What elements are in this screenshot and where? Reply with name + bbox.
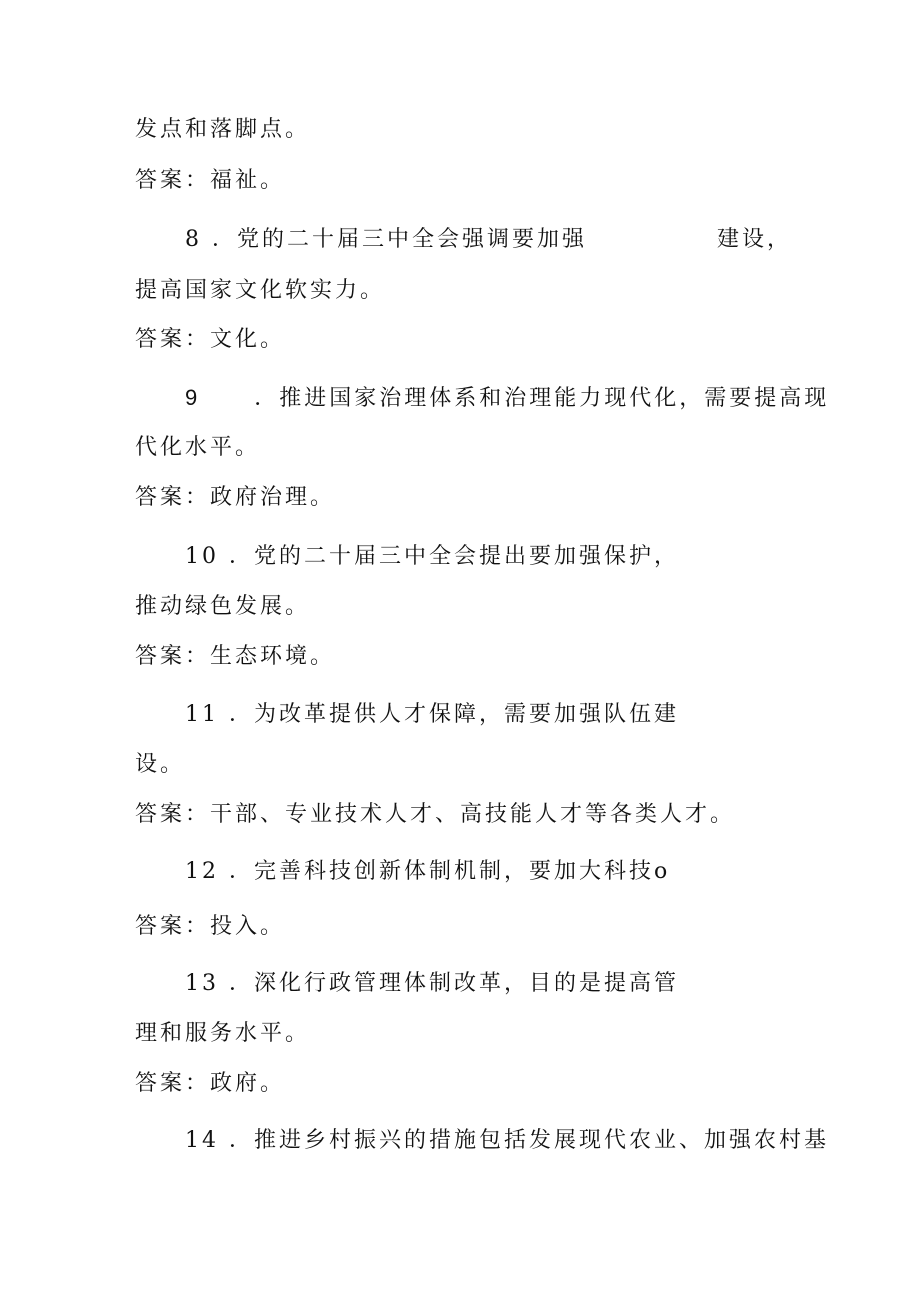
question-9-text: ．推进国家治理体系和治理能力现代化，需要提高现: [254, 386, 830, 411]
question-8-text: 8 ．党的二十届三中全会强调要加强: [185, 227, 587, 252]
answer-8: 答案：文化。: [135, 327, 286, 352]
question-11: 11 ．为改革提供人才保障，需要加强队伍建: [185, 702, 679, 727]
answer-12: 答案：投入。: [135, 914, 286, 939]
question-13-continued: 理和服务水平。: [135, 1021, 311, 1046]
question-10: 10 ．党的二十届三中全会提出要加强保护，: [185, 544, 679, 569]
answer-11: 答案：干部、专业技术人才、高技能人才等各类人才。: [135, 802, 736, 827]
question-8-tail: 建设，: [717, 227, 793, 252]
answer-10: 答案：生态环境。: [135, 644, 336, 669]
question-9-number: 9: [185, 385, 199, 410]
answer-7: 答案：福祉。: [135, 168, 286, 193]
answer-9: 答案：政府治理。: [135, 485, 336, 510]
question-9: [185, 383, 829, 414]
question-8: [185, 225, 792, 255]
answer-13: 答案：政府。: [135, 1071, 286, 1096]
text-line-1: 发点和落脚点。: [135, 117, 311, 142]
question-9-continued: 代化水平。: [135, 435, 261, 460]
question-12: 12 ．完善科技创新体制机制，要加大科技o: [185, 859, 671, 884]
question-11-continued: 设。: [135, 752, 186, 777]
question-10-continued: 推动绿色发展。: [135, 594, 311, 619]
question-13: 13 ．深化行政管理体制改革，目的是提高管: [185, 971, 679, 996]
question-8-continued: 提高国家文化软实力。: [135, 278, 386, 303]
question-14: 14 ．推进乡村振兴的措施包括发展现代农业、加强农村基: [185, 1128, 829, 1153]
